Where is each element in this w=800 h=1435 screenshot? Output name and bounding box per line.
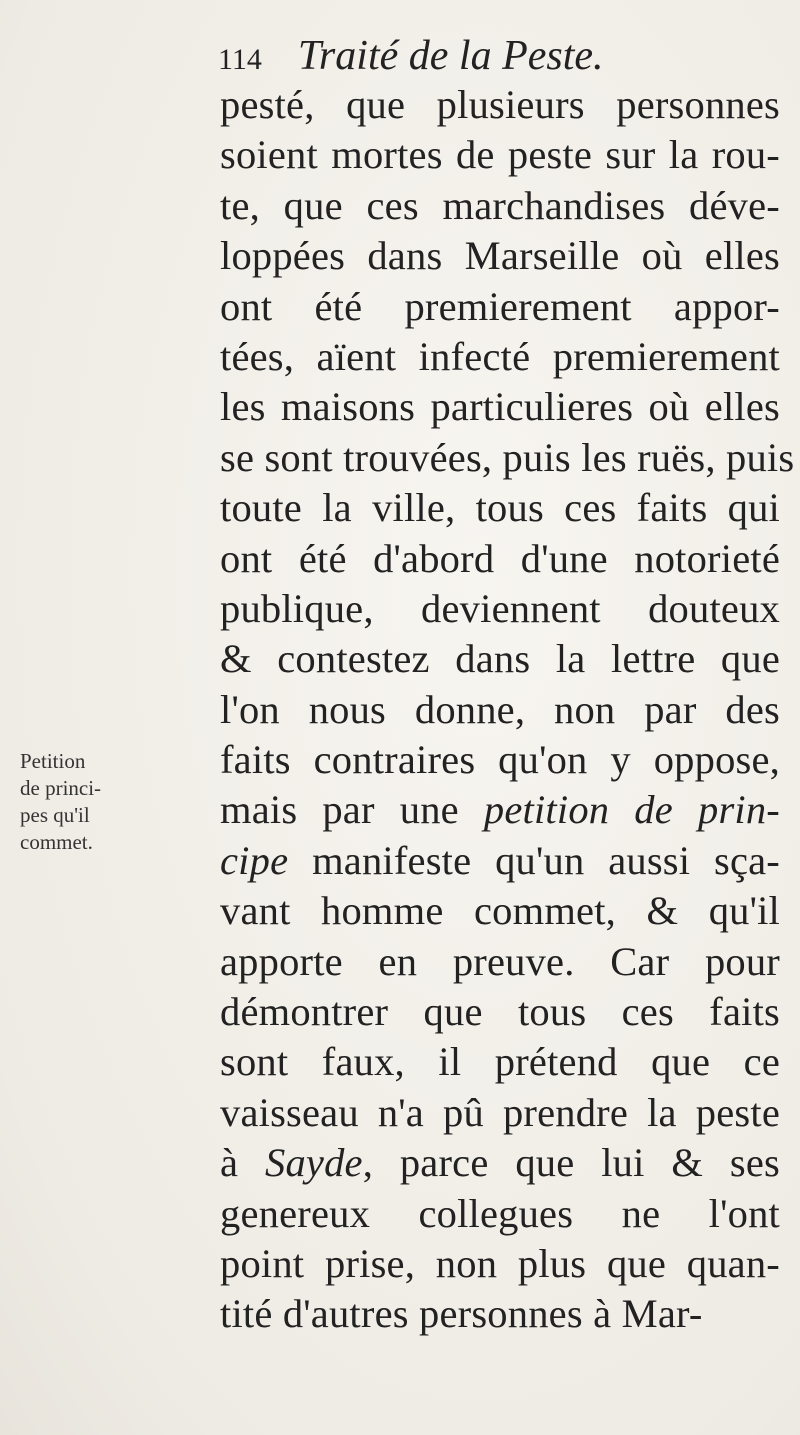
text-segment: faits contraires qu'on y oppose,: [220, 737, 780, 783]
italic-text: Sayde: [265, 1140, 363, 1186]
text-line: [220, 937, 780, 987]
margin-note: [20, 748, 200, 856]
text-line: [220, 1088, 780, 1138]
page-number: 114: [218, 43, 262, 76]
text-line: [220, 886, 780, 936]
text-segment: point prise, non plus que quan-: [220, 1240, 780, 1286]
text-line: [220, 80, 780, 130]
text-segment: ont été d'abord d'une notorieté: [220, 535, 780, 581]
text-segment: publique, deviennent douteux: [220, 585, 780, 631]
italic-text: cipe: [220, 837, 289, 883]
text-line: [220, 685, 780, 735]
text-segment: vant homme commet, & qu'il: [220, 888, 780, 934]
text-line: [220, 282, 780, 332]
text-segment: tité d'autres personnes à Mar-: [220, 1291, 703, 1337]
text-segment: genereux collegues ne l'ont: [220, 1190, 780, 1236]
text-line: [220, 231, 780, 281]
text-segment: toute la ville, tous ces faits qui: [220, 485, 780, 531]
text-line: [220, 433, 795, 483]
text-line: [220, 735, 780, 785]
text-line: [220, 1239, 780, 1289]
body-text: [220, 80, 795, 1340]
text-segment: démontrer que tous ces faits: [220, 989, 780, 1035]
text-line: [220, 1138, 780, 1188]
margin-note-line: de princi-: [20, 776, 102, 800]
text-segment: te, que ces marchandises déve-: [220, 182, 780, 228]
text-segment: les maisons particulieres où elles: [220, 384, 780, 430]
text-line: [220, 987, 780, 1037]
text-segment: sont faux, il prétend que ce: [220, 1039, 780, 1085]
running-title: Traité de la Peste.: [297, 33, 604, 79]
margin-note-line: Petition: [20, 749, 86, 773]
text-segment: vaisseau n'a pû prendre la peste: [220, 1089, 780, 1135]
text-line: [220, 1189, 780, 1239]
text-segment: soient mortes de peste sur la rou-: [220, 132, 780, 178]
text-line: [220, 1289, 780, 1339]
text-line: [220, 634, 780, 684]
text-segment: & contestez dans la lettre que: [220, 636, 780, 682]
text-segment: manifeste qu'un aussi sça-: [288, 837, 780, 883]
text-line: [220, 181, 780, 231]
text-line: [220, 584, 780, 634]
page-header: [218, 30, 604, 80]
text-line: [220, 130, 780, 180]
text-segment: à: [220, 1140, 265, 1186]
text-segment: mais par une: [220, 787, 484, 833]
margin-note-line: pes qu'il: [20, 803, 90, 827]
text-segment: ont été premierement appor-: [220, 283, 780, 329]
text-line: [220, 1037, 780, 1087]
text-segment: tées, aïent infecté premierement: [220, 333, 780, 379]
text-segment: pesté, que plusieurs personnes: [220, 82, 780, 127]
text-line: [220, 382, 780, 432]
margin-note-line: commet.: [20, 830, 93, 854]
text-line: [220, 483, 780, 533]
text-line: [220, 534, 780, 584]
text-segment: apporte en preuve. Car pour: [220, 938, 780, 984]
text-segment: l'on nous donne, non par des: [220, 686, 780, 732]
text-line: [220, 332, 780, 382]
text-line: [220, 836, 780, 886]
italic-text: petition de prin-: [483, 787, 780, 833]
text-line: [220, 785, 780, 835]
text-segment: loppées dans Marseille où elles: [220, 233, 780, 279]
text-segment: se sont trouvées, puis les ruës, puis: [220, 434, 795, 480]
text-segment: , parce que lui & ses: [362, 1140, 780, 1186]
